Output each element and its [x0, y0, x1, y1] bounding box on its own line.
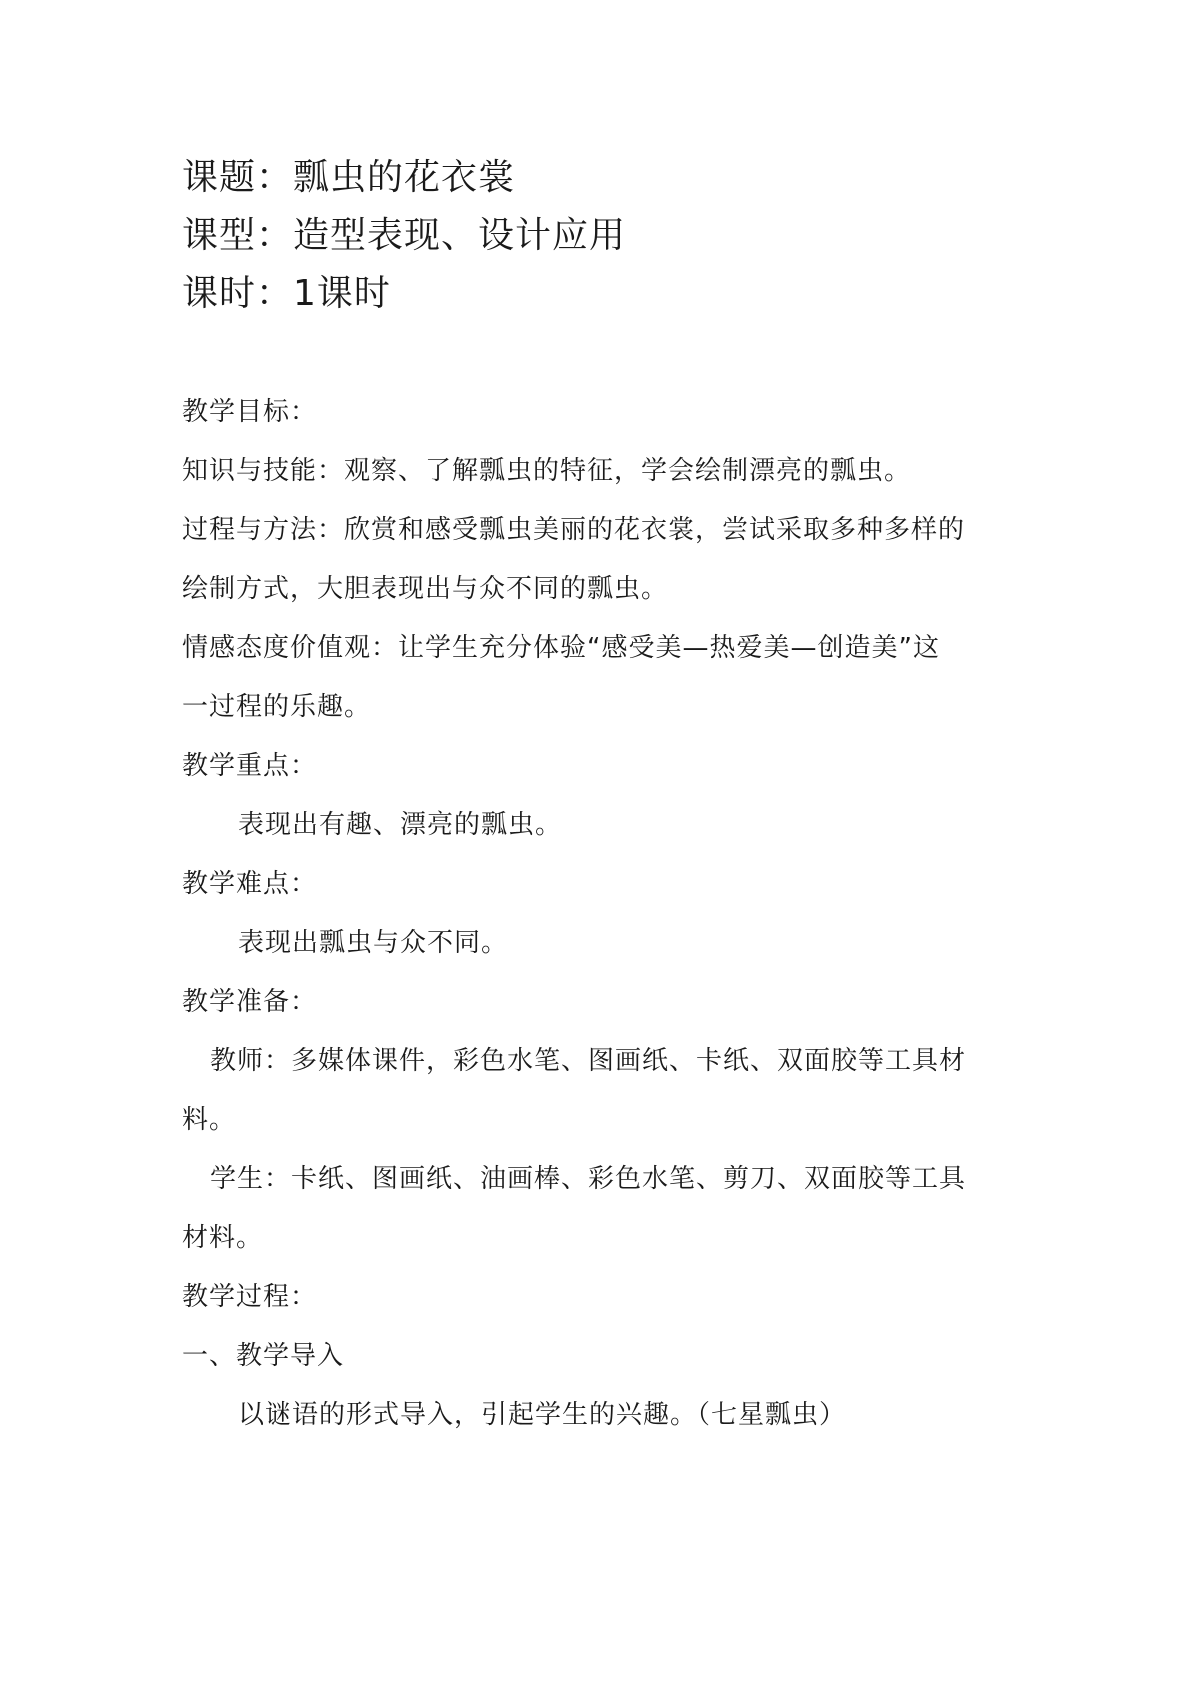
- process-step1-text: 以谜语的形式导入，引起学生的兴趣。（七星瓢虫）: [238, 1400, 847, 1430]
- key-point-text: 表现出有趣、漂亮的瓢虫。: [238, 810, 563, 840]
- preparation-heading: 教学准备：: [182, 987, 318, 1017]
- objective-process-line2: 绘制方式，大胆表现出与众不同的瓢虫。: [182, 574, 669, 604]
- objective-emotion-line2: 一过程的乐趣。: [182, 692, 372, 722]
- preparation-student-line1: 学生：卡纸、图画纸、油画棒、彩色水笔、剪刀、双面胶等工具: [210, 1164, 967, 1194]
- lesson-title: 课题：瓢虫的花衣裳: [182, 157, 516, 198]
- objective-emotion-line1: 情感态度价值观：让学生充分体验“感受美—热爱美—创造美”这: [182, 633, 940, 663]
- preparation-teacher-line2: 料。: [182, 1105, 237, 1135]
- process-step1-title: 一、教学导入: [182, 1341, 345, 1371]
- lesson-hours: 课时：1课时: [182, 273, 391, 314]
- objective-knowledge: 知识与技能：观察、了解瓢虫的特征，学会绘制漂亮的瓢虫。: [182, 456, 912, 486]
- preparation-student-line2: 材料。: [182, 1223, 264, 1253]
- difficulty-heading: 教学难点：: [182, 869, 318, 899]
- lesson-type: 课型：造型表现、设计应用: [182, 215, 627, 256]
- process-heading: 教学过程：: [182, 1282, 318, 1312]
- difficulty-text: 表现出瓢虫与众不同。: [238, 928, 509, 958]
- objective-process-line1: 过程与方法：欣赏和感受瓢虫美丽的花衣裳，尝试采取多种多样的: [182, 515, 966, 545]
- preparation-teacher-line1: 教师：多媒体课件，彩色水笔、图画纸、卡纸、双面胶等工具材: [210, 1046, 967, 1076]
- objectives-heading: 教学目标：: [182, 397, 318, 427]
- key-point-heading: 教学重点：: [182, 751, 318, 781]
